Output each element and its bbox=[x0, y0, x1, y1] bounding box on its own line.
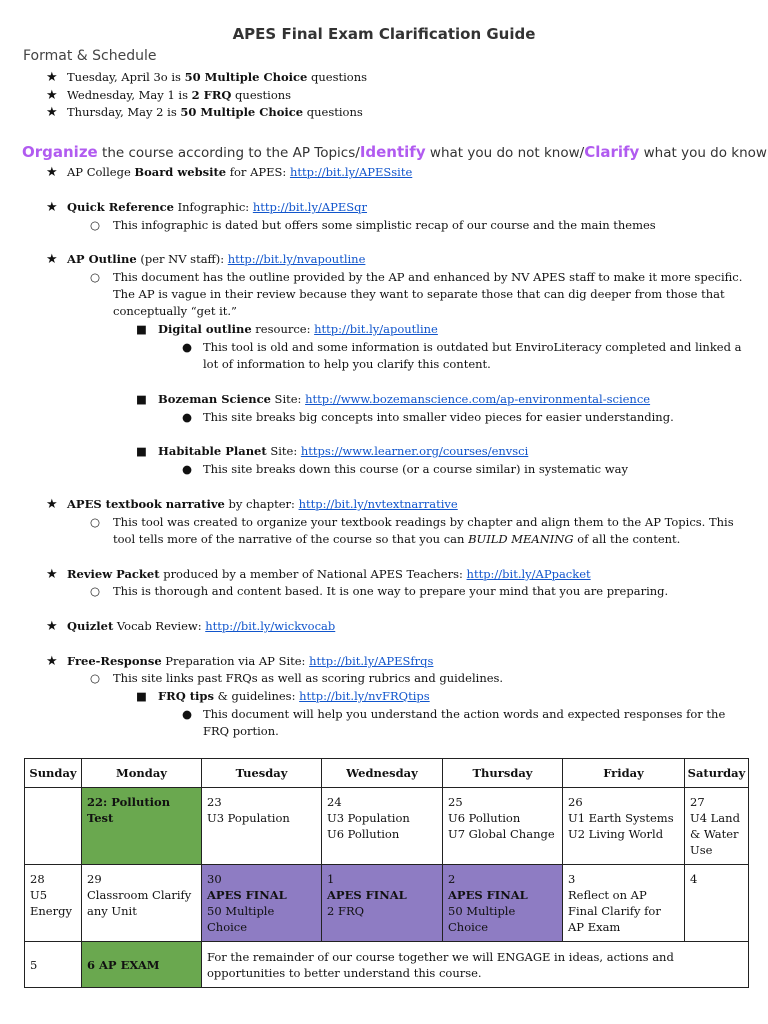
item-note: This is thorough and content based. It is one way to prepare your mind that you are preparing. bbox=[113, 584, 669, 598]
apes-qr-link[interactable]: http://bit.ly/APESqr bbox=[252, 200, 368, 214]
cell-text: U6 Pollution bbox=[448, 811, 521, 825]
list-item bbox=[46, 104, 363, 121]
cell-text: U6 Pollution bbox=[327, 827, 400, 841]
item-note bbox=[113, 514, 749, 548]
bozeman-link[interactable]: http://www.bozemanscience.com/ap-environmental-science bbox=[305, 392, 651, 406]
sub-item bbox=[90, 217, 656, 234]
calendar-cell bbox=[443, 788, 563, 865]
nv-ap-outline-link[interactable]: http://bit.ly/nvapoutline bbox=[227, 252, 366, 266]
calendar-cell bbox=[685, 865, 749, 942]
calendar-cell bbox=[82, 865, 202, 942]
calendar-cell-ap-exam bbox=[82, 942, 202, 988]
square-bullet-icon: ■ bbox=[136, 392, 147, 406]
star-icon: ★ bbox=[46, 88, 58, 103]
cell-text: 50 Multiple Choice bbox=[207, 904, 275, 934]
dot-bullet-icon: ● bbox=[182, 462, 193, 476]
square-bullet-icon: ■ bbox=[136, 444, 147, 458]
cell-date: 25 bbox=[448, 795, 463, 809]
circle-bullet-icon: ○ bbox=[90, 218, 101, 232]
item-text: for APES: bbox=[226, 165, 290, 179]
item-note: This tool is old and some information is outdated but EnviroLiteracy completed and linked a lot of information to help you clarify this content. bbox=[203, 340, 742, 371]
list-item bbox=[46, 69, 368, 86]
item-note: This site breaks down this course (or a course similar) in systematic way bbox=[203, 462, 628, 476]
cell-date: 2 bbox=[448, 872, 456, 886]
item-note: This infographic is dated but offers some simplistic recap of our course and the main themes bbox=[113, 218, 656, 232]
cell-text: U4 Land & Water Use bbox=[690, 811, 740, 857]
item-text: (per NV staff): bbox=[136, 252, 228, 266]
item-bold: Habitable Planet bbox=[158, 444, 267, 458]
calendar-cell bbox=[25, 942, 82, 988]
calendar-cell-final bbox=[443, 865, 563, 942]
item-bold: 50 Multiple Choice bbox=[180, 105, 304, 119]
clarify-word: Clarify bbox=[584, 143, 640, 161]
item-text: Vocab Review: bbox=[113, 619, 206, 633]
cell-text: U1 Earth Systems bbox=[568, 811, 674, 825]
cell-text: 2 FRQ bbox=[327, 904, 365, 918]
calendar-cell bbox=[563, 865, 685, 942]
list-item bbox=[46, 164, 413, 181]
calendar-cell-final bbox=[322, 865, 443, 942]
cell-text: For the remainder of our course together we will ENGAGE in ideas, actions and opportunities to better understand this course. bbox=[207, 949, 674, 980]
item-bold: Digital outline bbox=[158, 322, 252, 336]
page-title: APES Final Exam Clarification Guide bbox=[232, 25, 536, 43]
item-bold: AP Outline bbox=[67, 252, 137, 266]
item-text: Infographic: bbox=[173, 200, 253, 214]
circle-bullet-icon: ○ bbox=[90, 270, 101, 284]
star-icon: ★ bbox=[46, 70, 58, 85]
dot-bullet-icon: ● bbox=[182, 340, 193, 354]
sub-sub-item bbox=[136, 688, 430, 705]
cell-event: APES FINAL bbox=[207, 888, 287, 902]
sub-sub-item bbox=[136, 321, 438, 338]
day-header-thursday: Thursday bbox=[443, 759, 563, 788]
note-text: This tool was created to organize your textbook readings by chapter and align them to the AP Topics. This tool tells more of the narrative of the course so that you can bbox=[113, 515, 734, 546]
star-icon: ★ bbox=[46, 619, 58, 634]
list-item bbox=[46, 251, 366, 268]
frq-tips-link[interactable]: http://bit.ly/nvFRQtips bbox=[299, 689, 430, 703]
dot-bullet-icon: ● bbox=[182, 410, 193, 424]
calendar-cell-remainder bbox=[202, 942, 749, 988]
apes-frqs-link[interactable]: http://bit.ly/APESfrqs bbox=[309, 654, 434, 668]
star-icon: ★ bbox=[46, 252, 58, 267]
calendar-header-row bbox=[25, 759, 749, 788]
item-text: & guidelines: bbox=[213, 689, 300, 703]
item-text: Thursday, May 2 is bbox=[67, 105, 181, 119]
square-bullet-icon: ■ bbox=[136, 689, 147, 703]
textbook-narrative-link[interactable]: http://bit.ly/nvtextnarrative bbox=[298, 497, 458, 511]
circle-bullet-icon: ○ bbox=[90, 515, 101, 529]
calendar-week-row bbox=[25, 788, 749, 865]
item-text: resource: bbox=[251, 322, 315, 336]
organize-text: what you do know bbox=[639, 145, 767, 161]
calendar-cell bbox=[563, 788, 685, 865]
item-bold: Review Packet bbox=[67, 567, 160, 581]
calendar-cell bbox=[322, 788, 443, 865]
review-packet-link[interactable]: http://bit.ly/APpacket bbox=[466, 567, 591, 581]
item-text: Tuesday, April 3o is bbox=[67, 70, 185, 84]
list-item bbox=[46, 566, 591, 583]
cell-event: APES FINAL bbox=[448, 888, 528, 902]
cell-date: 28 bbox=[30, 872, 45, 886]
cell-event: 6 AP EXAM bbox=[87, 957, 160, 972]
schedule-calendar bbox=[24, 758, 749, 988]
day-header-saturday: Saturday bbox=[685, 759, 749, 788]
item-bold: 50 Multiple Choice bbox=[184, 70, 308, 84]
organize-word: Organize bbox=[22, 143, 98, 161]
organize-text: what you do not know/ bbox=[425, 145, 585, 161]
cell-date: 1 bbox=[327, 872, 335, 886]
cell-date: 3 bbox=[568, 872, 576, 886]
cell-date: 23 bbox=[207, 795, 222, 809]
item-text: AP College bbox=[67, 165, 135, 179]
item-text: questions bbox=[307, 70, 368, 84]
dot-bullet-icon: ● bbox=[182, 707, 193, 721]
item-bold: FRQ tips bbox=[158, 689, 214, 703]
item-text: by chapter: bbox=[224, 497, 299, 511]
organize-heading bbox=[22, 143, 767, 161]
calendar-cell-pollution-test bbox=[82, 788, 202, 865]
identify-word: Identify bbox=[359, 143, 426, 161]
item-text: questions bbox=[303, 105, 363, 119]
cell-text: U7 Global Change bbox=[448, 827, 555, 841]
day-header-monday: Monday bbox=[82, 759, 202, 788]
list-item bbox=[46, 199, 368, 216]
cell-text: U3 Population bbox=[327, 811, 410, 825]
learner-link[interactable]: https://www.learner.org/courses/envsci bbox=[300, 444, 529, 458]
sub-item bbox=[90, 670, 504, 687]
list-item bbox=[46, 496, 458, 513]
star-icon: ★ bbox=[46, 105, 58, 120]
organize-text: the course according to the AP Topics/ bbox=[97, 145, 360, 161]
calendar-cell bbox=[25, 788, 82, 865]
day-header-tuesday: Tuesday bbox=[202, 759, 322, 788]
calendar-cell bbox=[25, 865, 82, 942]
list-item bbox=[46, 618, 336, 635]
cell-date: 26 bbox=[568, 795, 583, 809]
cell-text: Reflect on AP Final Clarify for AP Exam bbox=[568, 888, 661, 934]
cell-date: 27 bbox=[690, 795, 705, 809]
item-text: produced by a member of National APES Teachers: bbox=[159, 567, 467, 581]
calendar-cell-final bbox=[202, 865, 322, 942]
cell-date: 29 bbox=[87, 872, 102, 886]
item-bold: Bozeman Science bbox=[158, 392, 271, 406]
item-bold: Free-Response bbox=[67, 654, 162, 668]
cell-event: APES FINAL bbox=[327, 888, 407, 902]
day-header-wednesday: Wednesday bbox=[322, 759, 443, 788]
cell-text: 50 Multiple Choice bbox=[448, 904, 516, 934]
cell-text: U5 Energy bbox=[30, 888, 72, 918]
sub-sub-item bbox=[136, 443, 529, 460]
calendar-week-row bbox=[25, 942, 749, 988]
star-icon: ★ bbox=[46, 200, 58, 215]
item-bold: 2 FRQ bbox=[191, 88, 232, 102]
list-item bbox=[46, 653, 434, 670]
cell-text: Classroom Clarify any Unit bbox=[87, 888, 192, 918]
day-header-sunday: Sunday bbox=[25, 759, 82, 788]
apes-site-link[interactable]: http://bit.ly/APESsite bbox=[289, 165, 413, 179]
cell-date: 30 bbox=[207, 872, 222, 886]
cell-text: U2 Living World bbox=[568, 827, 664, 841]
square-bullet-icon: ■ bbox=[136, 322, 147, 336]
item-bold: APES textbook narrative bbox=[67, 497, 225, 511]
quizlet-link[interactable]: http://bit.ly/wickvocab bbox=[205, 619, 336, 633]
circle-bullet-icon: ○ bbox=[90, 584, 101, 598]
note-text: of all the content. bbox=[573, 532, 681, 546]
digital-outline-link[interactable]: http://bit.ly/apoutline bbox=[314, 322, 438, 336]
note-emphasis: BUILD MEANING bbox=[468, 532, 574, 546]
list-item bbox=[46, 87, 292, 104]
item-bold: Board website bbox=[134, 165, 227, 179]
star-icon: ★ bbox=[46, 497, 58, 512]
cell-date: 4 bbox=[690, 872, 698, 886]
section-heading-format: Format & Schedule bbox=[23, 48, 157, 64]
calendar-cell bbox=[202, 788, 322, 865]
item-text: questions bbox=[231, 88, 292, 102]
item-text: Site: bbox=[266, 444, 301, 458]
item-text: Preparation via AP Site: bbox=[161, 654, 310, 668]
cell-text: U3 Population bbox=[207, 811, 290, 825]
cell-date: 5 bbox=[30, 957, 38, 972]
item-note: This site links past FRQs as well as scoring rubrics and guidelines. bbox=[113, 671, 504, 685]
star-icon: ★ bbox=[46, 567, 58, 582]
calendar-cell bbox=[685, 788, 749, 865]
star-icon: ★ bbox=[46, 165, 58, 180]
circle-bullet-icon: ○ bbox=[90, 671, 101, 685]
item-note: This document has the outline provided by the AP and enhanced by NV APES staff to make it more specific. The AP is vague in their review because they want to separate those that can dig deeper from those that conceptually “get it.” bbox=[113, 270, 743, 318]
item-note: This site breaks big concepts into smaller video pieces for easier understanding. bbox=[203, 410, 674, 424]
cell-date: 24 bbox=[327, 795, 342, 809]
cell-event: 22: Pollution Test bbox=[87, 795, 171, 825]
star-icon: ★ bbox=[46, 654, 58, 669]
day-header-friday: Friday bbox=[563, 759, 685, 788]
item-bold: Quick Reference bbox=[67, 200, 174, 214]
calendar-week-row bbox=[25, 865, 749, 942]
sub-item bbox=[90, 583, 669, 600]
item-note: This document will help you understand the action words and expected responses for the FRQ portion. bbox=[203, 707, 726, 738]
item-text: Wednesday, May 1 is bbox=[67, 88, 192, 102]
item-text: Site: bbox=[270, 392, 306, 406]
item-bold: Quizlet bbox=[67, 619, 114, 633]
sub-sub-item bbox=[136, 391, 651, 408]
